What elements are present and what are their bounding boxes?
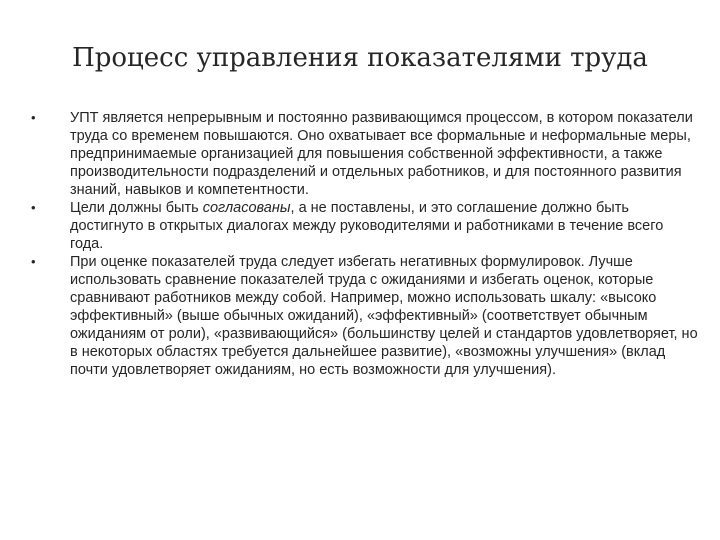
slide-title: Процесс управления показателями труда [72, 43, 648, 73]
bullet-text-emphasis: согласованы [202, 200, 291, 216]
bullet-text-part: При оценке показателей труда следует избегать негативных формулировок. Лучше использовать сравнение показателей труда с ожиданиями и избегать оценок, которые сравнивают работников между собой. Например, можно использовать шкалу: «высоко эффективный» (выше обычных ожиданий), «эффективный» (соответствует обычным ожиданиям от роли), «развивающийся» (большинству целей и стандартов удовлетворяет, но в некоторых областях требуется дальнейшее развитие), «возможны улучшения» (вклад почти удовлетворяет ожиданиям, но есть возможности для улучшения). [70, 254, 698, 378]
bullet-text-part: , а не поставлены, и это соглашение должно быть достигнуто в открытых диалогах между руководителями и работниками в течение всего года. [70, 200, 664, 252]
bullet-item-1 [0, 109, 720, 199]
bullet-text [70, 199, 698, 253]
bullet-text-part: УПТ является непрерывным и постоянно развивающимся процессом, в котором показатели труда со временем повышаются. Оно охватывает все формальные и неформальные меры, предпринимаемые организацией для повышения собственной эффективности, а также производительности подразделений и отдельных работников, и для постоянного развития знаний, навыков и компетентности. [70, 110, 693, 198]
bullet-marker: • [31, 200, 36, 215]
bullet-marker: • [31, 110, 36, 125]
bullet-text-part: Цели должны быть [70, 200, 203, 216]
bullet-list [0, 109, 720, 379]
bullet-text [70, 109, 698, 199]
bullet-text [70, 253, 698, 379]
bullet-item-3 [0, 253, 720, 379]
bullet-item-2 [0, 199, 720, 253]
bullet-marker: • [31, 254, 36, 269]
